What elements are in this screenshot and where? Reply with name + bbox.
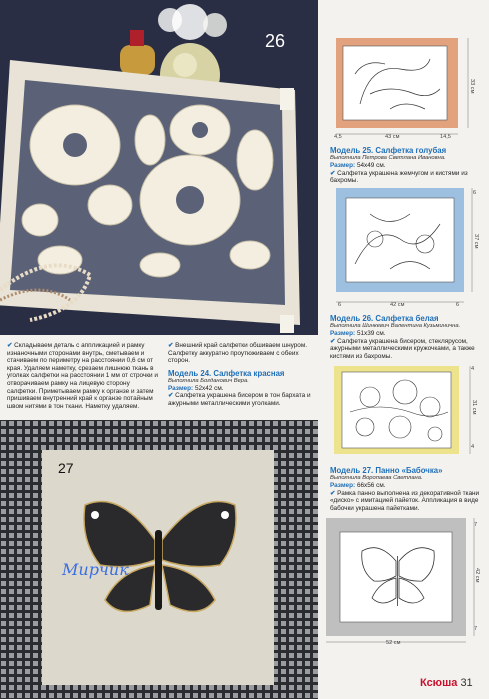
- diagram-model25: [330, 34, 480, 144]
- model27-title: Модель 27. Панно «Бабочка»: [330, 466, 443, 475]
- check-icon: ✔: [168, 342, 174, 349]
- instructions-col1: [7, 342, 159, 410]
- dim-height: 31 см: [471, 400, 477, 415]
- diagram-model26: [330, 184, 480, 314]
- photo-napkin-white: [0, 0, 318, 335]
- model25-author: Выполнила Петрова Светлана Ивановна.: [330, 155, 446, 161]
- model26-title: Модель 26. Салфетка белая: [330, 314, 439, 323]
- dim-bottom: 7: [474, 626, 478, 632]
- dim-height: 42 см: [474, 568, 480, 583]
- photo-number: 27: [58, 460, 74, 476]
- dim-right: 6: [456, 302, 460, 308]
- check-icon: ✔: [168, 392, 174, 400]
- watermark: Мирчик: [62, 560, 129, 579]
- model26-author: Выполнила Шинкевич Валентина Кузьминична.: [330, 323, 461, 329]
- model24-size: Размер: 52х42 см.: [168, 384, 224, 392]
- model26-size: Размер: 51х39 см.: [330, 330, 386, 337]
- dim-top: 7: [474, 522, 478, 528]
- model25-info: [330, 146, 482, 185]
- model27-info: [330, 466, 482, 512]
- model26-info: [330, 314, 482, 360]
- footer-page-number: 31: [460, 677, 473, 689]
- model25-title: Модель 25. Салфетка голубая: [330, 146, 447, 155]
- dim-left: 6: [338, 302, 342, 308]
- check-icon: ✔: [330, 169, 336, 177]
- dim-right: 14,5: [440, 134, 451, 140]
- model24-author: Выполнила Богданович Вера.: [168, 377, 249, 384]
- photo-butterfly-panel: [0, 420, 318, 699]
- dim-width: 43 см: [385, 134, 400, 140]
- model24-desc: Салфетка украшена бисером в тон бархата и ажурными металлическими уголками.: [168, 392, 311, 407]
- model24-title: Модель 24. Салфетка красная: [168, 368, 285, 378]
- check-icon: ✔: [7, 342, 13, 349]
- diagram-model27-frame: [324, 516, 484, 651]
- instructions-text: Складываем деталь с аппликацией и рамку изнаночными сторонами внутрь, сметываем и стачиваем по периметру на расстоянии 0,6 см от края. Удаляем наметку, срезаем лишнюю ткань в уголках салфетки на расстоянии 1 мм от строчки и отворачиваем рамку на лицевую сторону салфетки. Приметываем рамку к органзе и затем пришиваем внутренний край к органзе потайным швом нитями в тон ткани. Наметку удаляем.: [7, 342, 158, 410]
- dim-left: 4,5: [334, 134, 342, 140]
- check-icon: ✔: [330, 337, 336, 345]
- instructions-finish-text: Внешний край салфетки обшиваем шнуром. Салфетку аккуратно проутюживаем с обеих сторон.: [168, 342, 308, 365]
- instructions-col2: [168, 342, 318, 408]
- dim-width: 42 см: [390, 302, 405, 308]
- dim-height: 37 см: [473, 234, 479, 249]
- footer-brand: Ксюша: [420, 677, 458, 689]
- model25-size: Размер: 54х49 см.: [330, 162, 386, 169]
- dim-side: 6: [473, 190, 477, 196]
- check-icon: ✔: [330, 489, 336, 497]
- model26-desc: Салфетка украшена бисером, стеклярусом, ажурными металлическими кружочками, а также кистями из бахромы.: [330, 337, 475, 360]
- dim-top: 4: [471, 366, 475, 372]
- model25-desc: Салфетка украшена жемчугом и кистями из бахромы.: [330, 169, 468, 185]
- page-footer: [420, 677, 473, 689]
- dim-height: 33 см: [469, 79, 475, 94]
- diagram-model27-panel: [330, 362, 480, 462]
- dim-width: 52 см: [386, 640, 401, 646]
- model27-desc: Рамка панно выполнена из декоративной ткани «диско» с имитацией пайеток. Аппликация в виде бабочки украшена пайетками.: [330, 489, 480, 512]
- dim-bottom: 4: [471, 444, 475, 450]
- model27-size: Размер: 66х56 см.: [330, 482, 386, 489]
- photo-number: 26: [265, 31, 286, 51]
- model27-author: Выполнила Воропаева Светлана.: [330, 475, 423, 481]
